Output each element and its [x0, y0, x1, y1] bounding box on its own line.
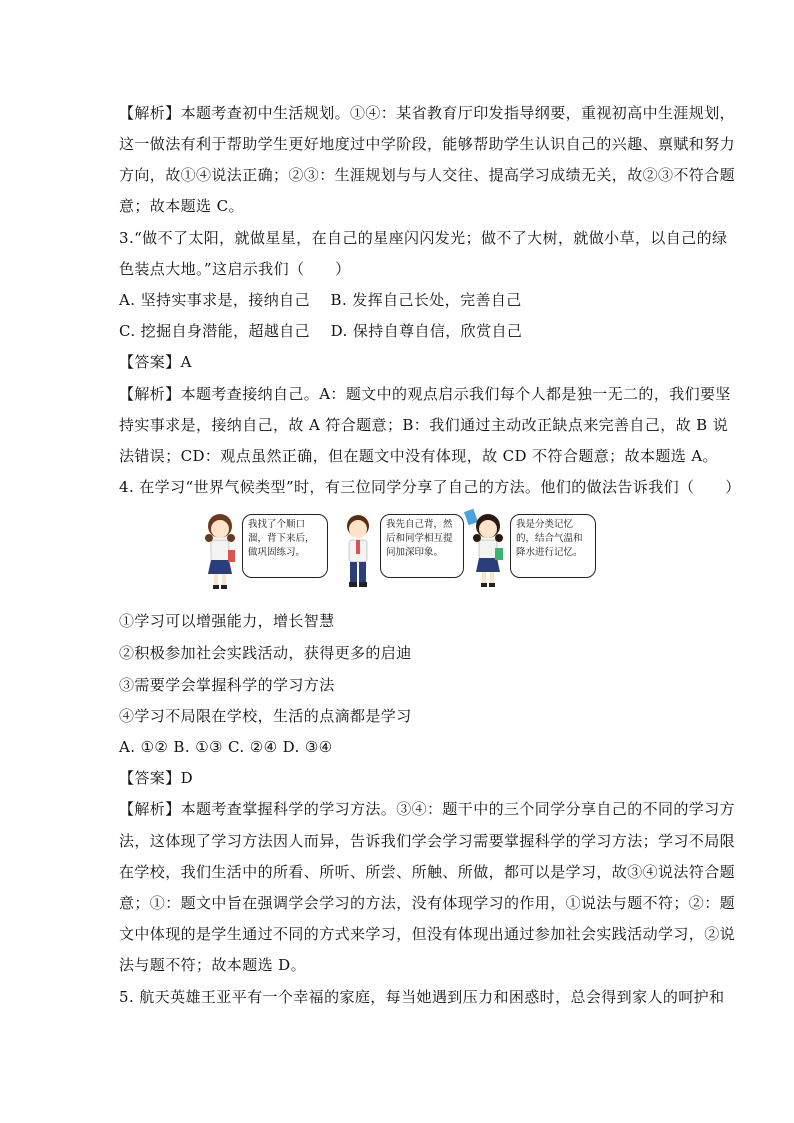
girl-student-2-icon — [464, 508, 510, 590]
question-3-line-2: 色装点大地。”这启示我们（ ） — [119, 260, 351, 278]
explanation-2-line-3: 方向，故①④说法正确；②③：生涯规划与与人交往、提高学习成绩无关，故②③不符合题 — [119, 166, 736, 184]
answer-4: 【答案】D — [119, 769, 194, 787]
explanation-2-line-2: 这一做法有利于帮助学生更好地度过中学阶段，能够帮助学生认识自己的兴趣、禀赋和努力 — [119, 135, 736, 153]
explanation-4-line-1: 【解析】本题考查掌握科学的学习方法。③④：题干中的三个同学分享自己的不同的学习方 — [119, 800, 736, 818]
statement-2: ②积极参加社会实践活动，获得更多的启迪 — [119, 644, 412, 662]
explanation-4-line-5: 文中体现的是学生通过不同的方式来学习，但没有体现出通过参加社会实践活动学习，②说 — [119, 925, 736, 943]
question-3-options-cd: C. 挖掘自身潜能，超越自己 D. 保持自尊自信，欣赏自己 — [119, 322, 523, 340]
boy-student-icon — [338, 510, 378, 590]
speech-bubble-3: 我是分类记忆的，结合气温和降水进行记忆。 — [510, 514, 596, 578]
question-4-options: A. ①② B. ①③ C. ②④ D. ③④ — [119, 738, 333, 756]
explanation-3-line-1: 【解析】本题考查接纳自己。A：题文中的观点启示我们每个人都是独一无二的，我们要坚 — [119, 385, 731, 403]
statement-4: ④学习不局限在学校，生活的点滴都是学习 — [119, 707, 412, 725]
speech-bubble-2: 我先自己背，然后和同学相互提问加深印象。 — [380, 514, 464, 578]
question-3-options-ab: A. 坚持实事求是，接纳自己 B. 发挥自己长处，完善自己 — [119, 291, 522, 309]
question-5-stem: 5. 航天英雄王亚平有一个幸福的家庭，每当她遇到压力和困惑时，总会得到家人的呵护和 — [119, 988, 725, 1006]
statement-1: ①学习可以增强能力，增长智慧 — [119, 612, 335, 630]
explanation-4-line-6: 法与题不符；故本题选 D。 — [119, 956, 306, 974]
question-3-line-1: 3.“做不了太阳，就做星星，在自己的星座闪闪发光；做不了大树，就做小草，以自己的绿 — [119, 229, 728, 247]
explanation-3-line-3: 法错误；CD：观点虽然正确，但在题文中没有体现，故 CD 不符合题意；故本题选 A。 — [119, 447, 718, 465]
answer-3: 【答案】A — [119, 353, 192, 371]
explanation-2-line-4: 意；故本题选 C。 — [119, 197, 244, 215]
girl-student-1-icon — [200, 510, 240, 590]
explanation-3-line-2: 持实事求是，接纳自己，故 A 符合题意；B：我们通过主动改正缺点来完善自己，故 B 说 — [119, 416, 729, 434]
explanation-4-line-3: 在学校，我们生活中的所看、所听、所尝、所触、所做，都可以是学习，故③④说法符合题 — [119, 863, 736, 881]
statement-3: ③需要学会掌握科学的学习方法 — [119, 676, 335, 694]
question-4-stem: 4. 在学习“世界气候类型”时，有三位同学分享了自己的方法。他们的做法告诉我们（ ） — [119, 478, 741, 496]
speech-bubble-1: 我找了个顺口溜，背下来后，做巩固练习。 — [242, 514, 328, 578]
explanation-4-line-2: 法，这体现了学习方法因人而异，告诉我们学会学习需要掌握科学的学习方法；学习不局限 — [119, 832, 736, 850]
explanation-2-line-1: 【解析】本题考查初中生活规划。①④：某省教育厅印发指导纲要，重视初高中生涯规划， — [119, 104, 736, 122]
students-illustration — [200, 508, 600, 592]
explanation-4-line-4: 意；①：题文中旨在强调学会学习的方法，没有体现学习的作用，①说法与题不符；②：题 — [119, 894, 736, 912]
